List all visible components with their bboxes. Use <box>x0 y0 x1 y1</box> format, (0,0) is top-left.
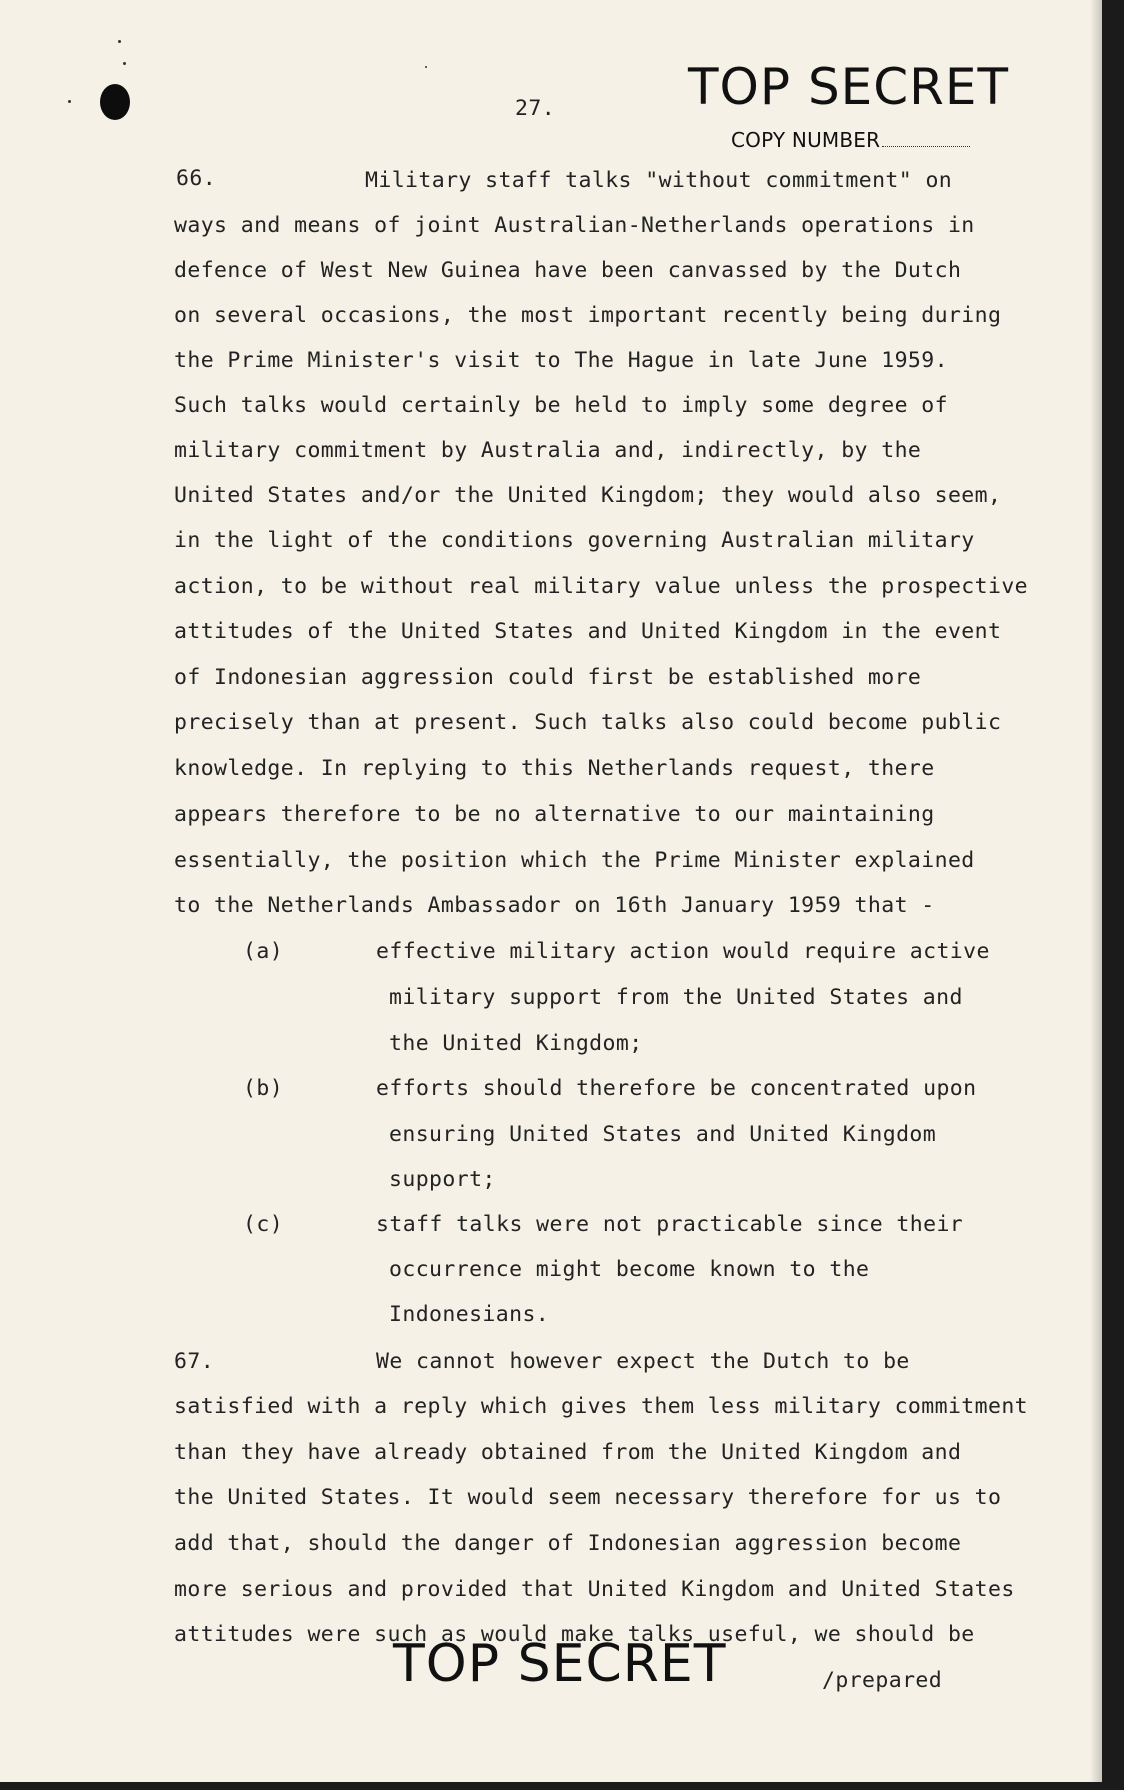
paragraph-line: defence of West New Guinea have been canvassed by the Dutch <box>174 258 962 283</box>
paragraph-line: attitudes of the United States and United Kingdom in the event <box>174 619 1002 644</box>
catchword: /prepared <box>822 1668 943 1693</box>
punch-hole <box>100 84 130 120</box>
list-item-line: the United Kingdom; <box>389 1031 643 1056</box>
list-item-line: staff talks were not practicable since their <box>376 1212 964 1237</box>
paragraph-line: We cannot however expect the Dutch to be <box>376 1349 910 1374</box>
paragraph-line: to the Netherlands Ambassador on 16th January 1959 that - <box>174 893 935 918</box>
list-marker-b: (b) <box>243 1076 284 1101</box>
paragraph-line: satisfied with a reply which gives them less military commitment <box>174 1394 1029 1419</box>
paragraph-line: more serious and provided that United Kingdom and United States <box>174 1577 1015 1602</box>
paragraph-line: precisely than at present. Such talks also could become public <box>174 710 1002 735</box>
top-secret-footer: TOP SECRET <box>393 1634 727 1694</box>
paragraph-line: the United States. It would seem necessary therefore for us to <box>174 1485 1002 1510</box>
list-item-line: Indonesians. <box>389 1302 550 1327</box>
list-item-line: occurrence might become known to the <box>389 1257 870 1282</box>
paragraph-line: on several occasions, the most important recently being during <box>174 303 1002 328</box>
paragraph-line: of Indonesian aggression could first be established more <box>174 665 922 690</box>
copy-number-label: COPY NUMBER <box>731 128 881 152</box>
paragraph-line: military commitment by Australia and, indirectly, by the <box>174 438 922 463</box>
paragraph-number-66: 66. <box>176 166 217 191</box>
paragraph-line: essentially, the position which the Prime Minister explained <box>174 848 975 873</box>
copy-number-blank <box>882 132 970 147</box>
paragraph-number-67: 67. <box>174 1349 215 1374</box>
paragraph-line: Military staff talks "without commitment" on <box>365 168 953 193</box>
list-item-line: military support from the United States and <box>389 985 963 1010</box>
paragraph-line: Such talks would certainly be held to imply some degree of <box>174 393 948 418</box>
paragraph-line: the Prime Minister's visit to The Hague in late June 1959. <box>174 348 948 373</box>
list-item-line: effective military action would require active <box>376 939 990 964</box>
paragraph-line: knowledge. In replying to this Netherlands request, there <box>174 756 935 781</box>
list-marker-c: (c) <box>243 1212 284 1237</box>
paragraph-line: ways and means of joint Australian-Netherlands operations in <box>174 213 975 238</box>
page-number: 27. <box>515 96 556 121</box>
copy-number <box>731 128 970 152</box>
list-item-line: efforts should therefore be concentrated upon <box>376 1076 977 1101</box>
paragraph-line: add that, should the danger of Indonesian aggression become <box>174 1531 962 1556</box>
paragraph-line: appears therefore to be no alternative to our maintaining <box>174 802 935 827</box>
paragraph-line: United States and/or the United Kingdom; they would also seem, <box>174 483 1002 508</box>
list-marker-a: (a) <box>243 939 284 964</box>
top-secret-header: TOP SECRET <box>688 58 1010 116</box>
paragraph-line: action, to be without real military value unless the prospective <box>174 574 1029 599</box>
list-item-line: ensuring United States and United Kingdom <box>389 1122 937 1147</box>
list-item-line: support; <box>389 1167 496 1192</box>
paragraph-line: than they have already obtained from the United Kingdom and <box>174 1440 962 1465</box>
paragraph-line: attitudes were such as would make talks useful, we should be <box>174 1622 975 1647</box>
paragraph-line: in the light of the conditions governing Australian military <box>174 528 975 553</box>
